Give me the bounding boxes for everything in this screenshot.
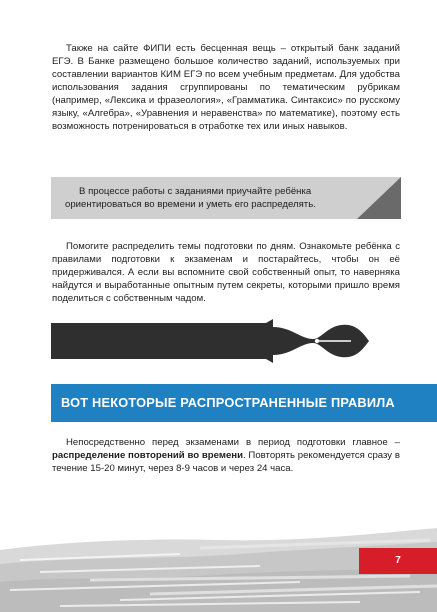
- repetition-text-start: Непосредственно перед экзаменами в период подготовки главное –: [66, 437, 400, 448]
- callout-text: В процессе работы с заданиями приучайте ребёнка ориентироваться во времени и уметь его распределять.: [65, 186, 316, 210]
- advice-paragraph: Помогите распределить темы подготовки по дням. Ознакомьте ребёнка с правилами подготовки к экзаменам и постарайтесь, чтобы он её придерживался. А если вы вспомните свой собственный опыт, то наверняка найдутся и выработанные опытным путем секреты, которыми пришло время поделиться с собственным чадом.: [52, 241, 400, 304]
- repetition-text-end: . Повторять рекомендуется сразу в течение 15-20 минут, через 8-9 часов и через 24 часа.: [52, 450, 400, 474]
- repetition-highlight: распределение повторений во времени: [52, 450, 243, 461]
- intro-paragraph: Также на сайте ФИПИ есть бесценная вещь – открытый банк заданий ЕГЭ. В Банке размещено большое количество заданий, используемых при составлении вариантов КИМ ЕГЭ по всем учебным предметам. Для удобства использования задания сгруппированы по тематическим рубрикам (например, «Лексика и фразеология», «Грамматика. Синтаксис» по русскому языку, «Алгебра», «Уравнения и неравенства» по математике), поэтому есть возможность потренироваться в отработке тех или иных навыков.: [52, 43, 400, 132]
- repetition-paragraph: [52, 436, 400, 475]
- page-number: 7: [359, 548, 437, 574]
- fountain-pen-icon: [51, 319, 381, 363]
- callout-box: [51, 177, 401, 219]
- page-fold-icon: [357, 177, 401, 219]
- rules-banner: ВОТ НЕКОТОРЫЕ РАСПРОСТРАНЕННЫЕ ПРАВИЛА: [51, 384, 437, 422]
